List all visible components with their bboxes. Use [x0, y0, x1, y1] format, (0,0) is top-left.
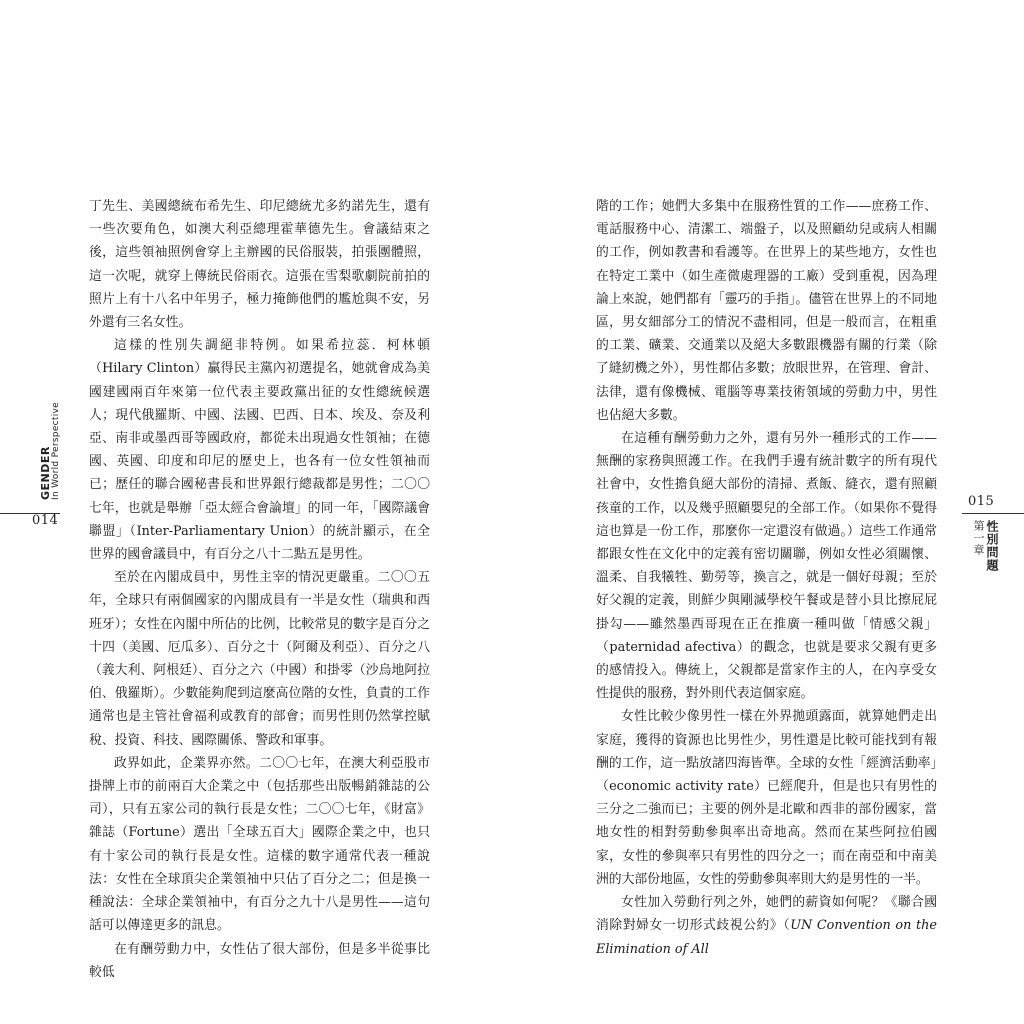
right-paragraph-1: 階的工作；她們大多集中在服務性質的工作——庶務工作、電話服務中心、清潔工、端盤子，以及照顧幼兒或病人相關的工作，例如教書和看護等。在世界上的某些地方，女性也在特定工業中（如生產微處理器的工廠）受到重視，因為理論上來說，她們都有「靈巧的手指」。儘管在世界上的不同地區，男女細部分工的情況不盡相同，但是一般而言，在粗重的工業、礦業、交通業以及絕大多數跟機器有關的行業（除了縫紉機之外），男性都佔多數；放眼世界，在管理、會計、法律，還有像機械、電腦等專業技術領域的勞動力中，男性也佔絕大多數。 — [596, 199, 937, 423]
chapter-number: 第一章 — [972, 520, 985, 556]
right-paragraph-3: 女性比較少像男性一樣在外界拋頭露面，就算她們走出家庭，獲得的資源也比男性少，男性還是比較可能找到有報酬的工作，這一點放諸四海皆準。全球的女性「經濟活動率」（economic activity rate）已經爬升，但是也只有男性的三分之二強而已；主要的例外是北歐和西非的部份國家，當地女性的相對勞動參與率出奇地高。然而在某些阿拉伯國家，女性的參與率只有男性的四分之一；而在南亞和中南美洲的大部份地區，女性的勞動參與率則大約是男性的一半。 — [596, 709, 937, 887]
left-paragraph-5: 在有酬勞動力中，女性佔了很大部份，但是多半從事比較低 — [89, 941, 430, 980]
running-title — [40, 402, 62, 500]
left-paragraph-4: 政界如此，企業界亦然。二〇〇七年，在澳大利亞股市掛牌上市的前兩百大企業之中（包括那些出版暢銷雜誌的公司），只有五家公司的執行長是女性；二〇〇七年，《財富》雜誌（Fortune）選出「全球五百大」國際企業之中，也只有十家公司的執行長是女性。這樣的數字通常代表一種說法：女性在全球頂尖企業領袖中只佔了百分之二；但是換一種說法：全球企業領袖中，有百分之九十八是男性——這句話可以傳達更多的訊息。 — [89, 755, 430, 934]
right-paragraph-4-text: 女性加入勞動行列之外，她們的薪資如何呢？《聯合國消除對婦女一切形式歧視公約》（ — [596, 895, 937, 934]
right-paragraph-2: 在這種有酬勞動力之外，還有另外一種形式的工作——無酬的家務與照護工作。在我們手邊有統計數字的所有現代社會中，女性擔負絕大部份的清掃、煮飯、縫衣，還有照顧孩童的工作，以及幾乎照顧嬰兒的全部工作。（如果你不覺得這也算是一份工作，那麼你一定還沒有做過。）這些工作通常都跟女性在文化中的定義有密切關聯，例如女性必須關懷、溫柔、自我犧牲、勤勞等，換言之，就是一個好母親；至於好父親的定義，則鮮少與剛滅學校午餐或是替小貝比擦屁屁掛勾——雖然墨西哥現在正在推廣一種叫做「情感父親」（paternidad afectiva）的觀念，也就是要求父親有更多的感情投入。傳統上，父親都是當家作主的人，在內享受女性提供的服務，對外則代表這個家庭。 — [596, 431, 937, 702]
right-page-body — [596, 195, 937, 961]
left-paragraph-3: 至於在內閣成員中，男性主宰的情況更嚴重。二〇〇五年，全球只有兩個國家的內閣成員有一半是女性（瑞典和西班牙）；女性在內閣中所佔的比例，比較常見的數字是百分之十四（美國、厄瓜多）、百分之十（阿爾及利亞）、百分之八（義大利、阿根廷）、百分之六（中國）和掛零（沙烏地阿拉伯、俄羅斯）。少數能夠爬到這麼高位階的女性，負責的工作通常也是主管社會福利或教育的部會；而男性則仍然掌控賦稅、投資、科技、國際關係、警政和軍事。 — [89, 570, 430, 748]
right-page-number: 015 — [968, 494, 995, 509]
right-paragraph-4-italic: UN Convention on the Elimination of All — [596, 918, 937, 957]
running-title-sub: In World Perspective — [51, 402, 61, 500]
left-paragraph-1: 丁先生、美國總統布希先生、印尼總統尤多約諾先生，還有一些次要角色，如澳大利亞總理霍華德先生。會議結束之後，這些領袖照例會穿上主辦國的民俗服裝，拍張團體照，這一次呢，就穿上傳統民俗雨衣。這張在雪梨歌劇院前拍的照片上有十八名中年男子，極力掩飾他們的尷尬與不安，另外還有三名女性。 — [89, 199, 430, 331]
left-page-number: 014 — [32, 513, 59, 528]
right-margin-rule — [962, 513, 1024, 514]
left-page-body — [89, 195, 430, 984]
right-paragraph-4 — [596, 891, 937, 961]
running-title-main: GENDER — [39, 446, 52, 500]
chapter-title: 性別問題 — [985, 520, 999, 572]
left-paragraph-2: 這樣的性別失調絕非特例。如果希拉蕊．柯林頓（Hilary Clinton）贏得民主黨內初選提名，她就會成為美國建國兩百年來第一位代表主要政黨出征的女性總統候選人；現代俄羅斯、中國、法國、巴西、日本、埃及、奈及利亞、南非或墨西哥等國政府，都從未出現過女性領袖；在德國、英國、印度和印尼的歷史上，也各有一位女性領袖而已；歷任的聯合國秘書長和世界銀行總裁都是男性；二〇〇七年，也就是舉辦「亞太經合會論壇」的同一年，「國際議會聯盟」（Inter-Parliamentary Union）的統計顯示，在全世界的國會議員中，有百分之八十二點五是男性。 — [89, 338, 430, 563]
